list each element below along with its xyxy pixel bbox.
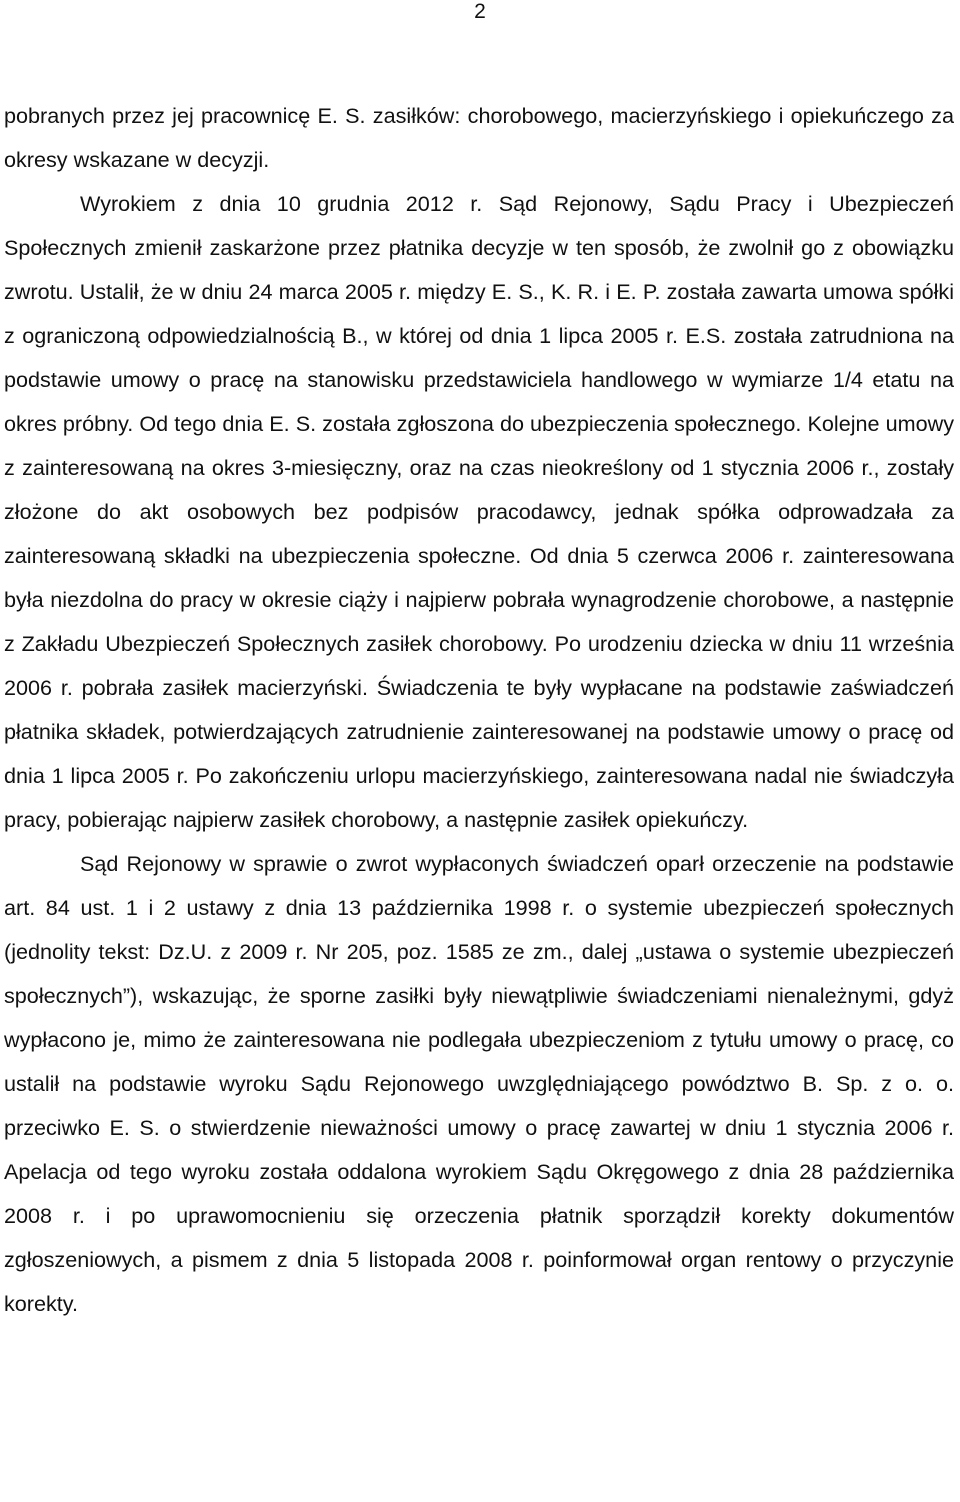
paragraph-continuation: pobranych przez jej pracownicę E. S. zasiłków: chorobowego, macierzyńskiego i opiekuńczego za okresy wskazane w decyzji. [4, 103, 954, 172]
paragraph-legal-basis: Sąd Rejonowy w sprawie o zwrot wypłaconych świadczeń oparł orzeczenie na podstawie art. 84 ust. 1 i 2 ustawy z dnia 13 października 1998 r. o systemie ubezpieczeń społecznych (jednolity tekst: Dz.U. z 2009 r. Nr 205, poz. 1585 ze zm., dalej „ustawa o systemie ubezpieczeń społecznych”), wskazując, że sporne zasiłki były niewątpliwie świadczeniami nienależnymi, gdyż wypłacono je, mimo że zainteresowana nie podlegała ubezpieczeniom z tytułu umowy o pracę, co ustalił na podstawie wyroku Sądu Rejonowego uwzględniającego powództwo B. Sp. z o. o. przeciwko E. S. o stwierdzenie nieważności umowy o pracę zawartej w dniu 1 stycznia 2006 r. Apelacja od tego wyroku została oddalona wyrokiem Sądu Okręgowego z dnia 28 października 2008 r. i po uprawomocnieniu się orzeczenia płatnik sporządził korekty dokumentów zgłoszeniowych, a pismem z dnia 5 listopada 2008 r. poinformował organ rentowy o przyczynie korekty. [4, 851, 954, 1316]
document-body [4, 94, 954, 1326]
paragraph-judgment-facts: Wyrokiem z dnia 10 grudnia 2012 r. Sąd Rejonowy, Sądu Pracy i Ubezpieczeń Społecznych zmienił zaskarżone przez płatnika decyzje w ten sposób, że zwolnił go z obowiązku zwrotu. Ustalił, że w dniu 24 marca 2005 r. między E. S., K. R. i E. P. została zawarta umowa spółki z ograniczoną odpowiedzialnością B., w której od dnia 1 lipca 2005 r. E.S. została zatrudniona na podstawie umowy o pracę na stanowisku przedstawiciela handlowego w wymiarze 1/4 etatu na okres próbny. Od tego dnia E. S. została zgłoszona do ubezpieczenia społecznego. Kolejne umowy z zainteresowaną na okres 3-miesięczny, oraz na czas nieokreślony od 1 stycznia 2006 r., zostały złożone do akt osobowych bez podpisów pracodawcy, jednak spółka odprowadzała za zainteresowaną składki na ubezpieczenia społeczne. Od dnia 5 czerwca 2006 r. zainteresowana była niezdolna do pracy w okresie ciąży i najpierw pobrała wynagrodzenie chorobowe, a następnie z Zakładu Ubezpieczeń Społecznych zasiłek chorobowy. Po urodzeniu dziecka w dniu 11 września 2006 r. pobrała zasiłek macierzyński. Świadczenia te były wypłacane na podstawie zaświadczeń płatnika składek, potwierdzających zatrudnienie zainteresowanej na podstawie umowy o pracę od dnia 1 lipca 2005 r. Po zakończeniu urlopu macierzyńskiego, zainteresowana nadal nie świadczyła pracy, pobierając najpierw zasiłek chorobowy, a następnie zasiłek opiekuńczy. [4, 191, 954, 832]
page-number: 2 [474, 0, 486, 23]
